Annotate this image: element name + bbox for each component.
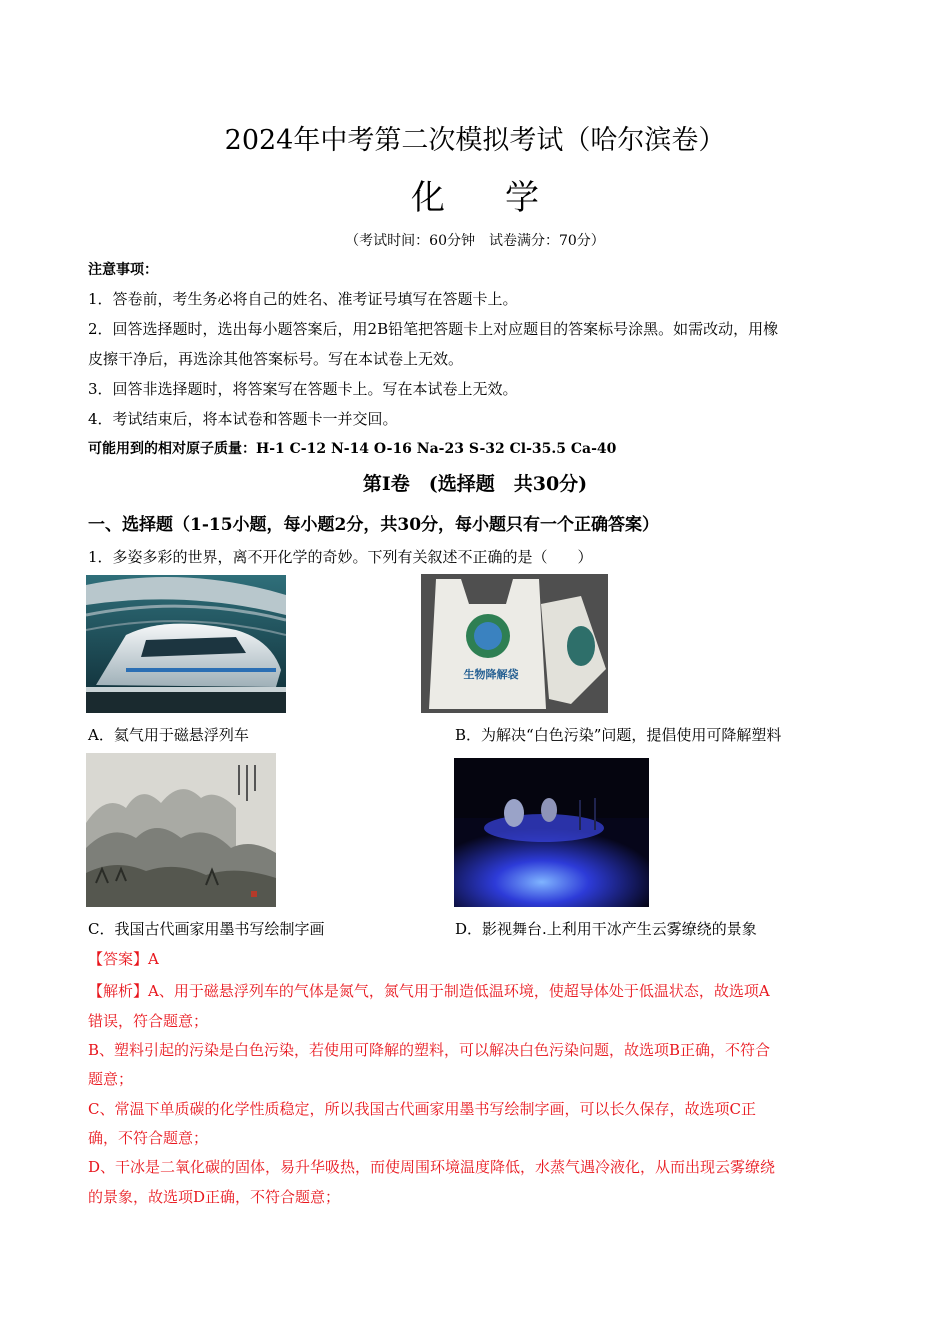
ink-painting-image (86, 753, 276, 907)
analysis-line-4: 题意； (88, 1070, 134, 1088)
subject-char-1: 化 (411, 178, 445, 218)
option-c: C．我国古代画家用墨书写绘制字画 (88, 920, 325, 938)
note-item-1: 1．答卷前，考生务必将自己的姓名、准考证号填写在答题卡上。 (88, 290, 518, 308)
subject-title (0, 170, 950, 219)
option-b: B．为解决“白色污染”问题，提倡使用可降解塑料 (455, 726, 782, 744)
exam-time-info: （考试时间：60分钟 试卷满分：70分） (345, 233, 605, 249)
analysis-line-2: 错误，符合题意； (88, 1012, 209, 1030)
exam-title: 2024年中考第二次模拟考试（哈尔滨卷） (224, 125, 726, 156)
section-subtitle: 一、选择题（1-15小题，每小题2分，共30分，每小题只有一个正确答案） (88, 515, 660, 535)
biodegradable-bag-image (421, 574, 608, 713)
option-d: D．影视舞台.上利用干冰产生云雾缭绕的景象 (455, 920, 757, 938)
subject-char-2: 学 (505, 178, 539, 218)
note-item-2-cont: 皮擦干净后，再选涂其他答案标号。写在本试卷上无效。 (88, 350, 464, 368)
notes-heading: 注意事项： (88, 262, 158, 278)
analysis-line-5: C、常温下单质碳的化学性质稳定，所以我国古代画家用墨书写绘制字画，可以长久保存，故选项C正 (88, 1100, 756, 1118)
analysis-line-1: 【解析】A、用于磁悬浮列车的气体是氮气，氮气用于制造低温环境，使超导体处于低温状态，故选项A (88, 982, 770, 1000)
question-1-stem: 1．多姿多彩的世界，离不开化学的奇妙。下列有关叙述不正确的是（ ） (88, 548, 593, 566)
analysis-line-3: B、塑料引起的污染是白色污染，若使用可降解的塑料，可以解决白色污染问题，故选项B正确，不符合 (88, 1041, 771, 1059)
note-item-3: 3．回答非选择题时，将答案写在答题卡上。写在本试卷上无效。 (88, 380, 518, 398)
analysis-line-7: D、干冰是二氧化碳的固体，易升华吸热，而使周围环境温度降低，水蒸气遇冷液化，从而出现云雾缭绕 (88, 1158, 776, 1176)
answer: 【答案】A (88, 950, 159, 968)
section-title: 第Ⅰ卷 (选择题 共30分) (362, 473, 588, 495)
bag-label: 生物降解袋 (463, 668, 519, 681)
analysis-line-8: 的景象，故选项D正确，不符合题意； (88, 1188, 341, 1206)
option-a: A．氦气用于磁悬浮列车 (88, 726, 249, 744)
atomic-masses: 可能用到的相对原子质量：H-1 C-12 N-14 O-16 Na-23 S-32 Cl-35.5 Ca-40 (88, 441, 617, 457)
note-item-4: 4．考试结束后，将本试卷和答题卡一并交回。 (88, 410, 398, 428)
stage-fog-image (454, 758, 649, 907)
note-item-2: 2．回答选择题时，选出每小题答案后，用2B铅笔把答题卡上对应题目的答案标号涂黑。如需改动，用橡 (88, 320, 779, 338)
maglev-train-image (86, 575, 286, 713)
analysis-line-6: 确，不符合题意； (88, 1129, 209, 1147)
